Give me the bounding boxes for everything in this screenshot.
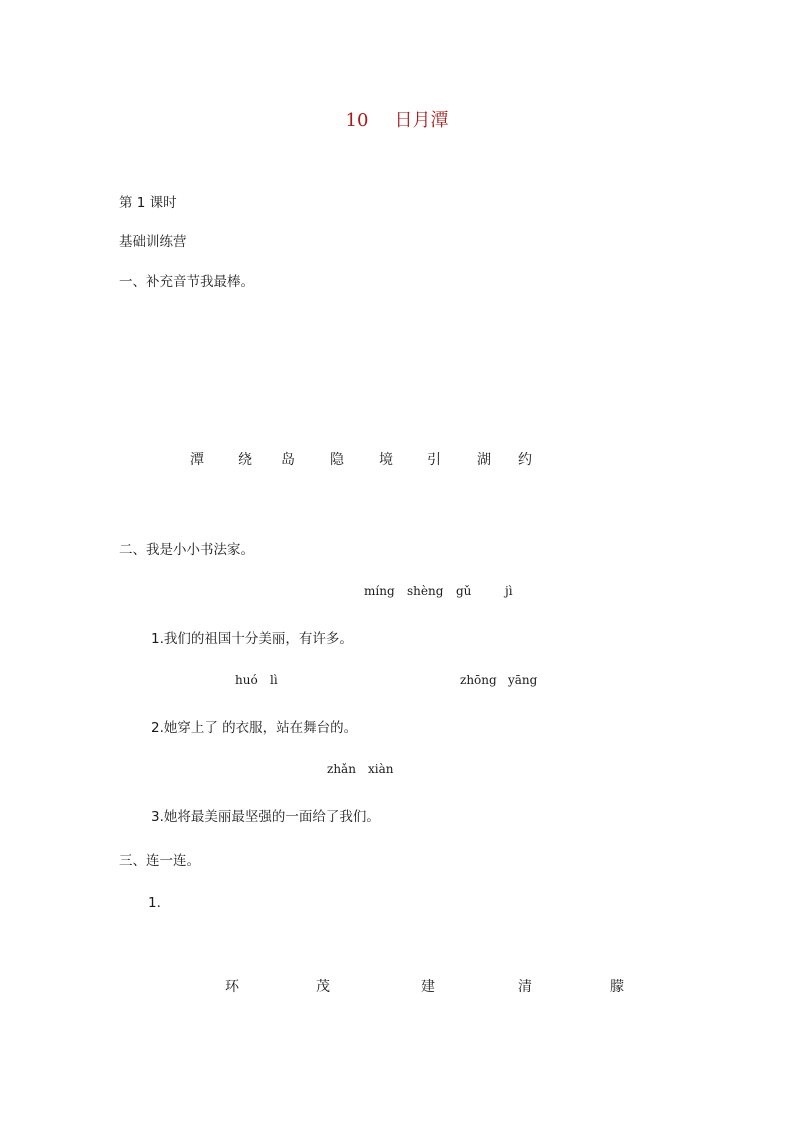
lesson-title: 日月潭 <box>394 110 449 131</box>
pinyin: zhōng <box>460 673 497 687</box>
q1-char: 绕 <box>238 452 252 468</box>
pinyin: gǔ <box>456 584 472 598</box>
document-title <box>0 106 794 132</box>
q3-char: 清 <box>518 979 532 995</box>
question-2-heading: 二、我是小小书法家。 <box>119 542 254 558</box>
lesson-period: 第 1 课时 <box>119 195 177 211</box>
pinyin: jì <box>505 584 513 598</box>
question-1-heading: 一、补充音节我最棒。 <box>119 274 254 290</box>
pinyin: xiàn <box>368 762 394 776</box>
pinyin: shèng <box>407 584 444 598</box>
pinyin: zhǎn <box>327 762 356 776</box>
q1-char: 岛 <box>281 452 295 468</box>
sentence-1: 1.我们的祖国十分美丽，有许多。 <box>151 631 353 647</box>
q1-char: 潭 <box>190 452 204 468</box>
pinyin: yāng <box>508 673 538 687</box>
q1-char: 引 <box>427 452 441 468</box>
q3-item-number: 1. <box>148 895 161 911</box>
q3-char: 茂 <box>316 979 330 995</box>
q1-char: 湖 <box>477 452 491 468</box>
q1-char: 境 <box>379 452 393 468</box>
pinyin: lì <box>270 673 278 687</box>
pinyin: huó <box>235 673 258 687</box>
q3-char: 朦 <box>610 979 624 995</box>
lesson-number: 10 <box>345 110 369 131</box>
q1-char: 隐 <box>330 452 344 468</box>
q3-char: 建 <box>421 979 435 995</box>
question-3-heading: 三、连一连。 <box>119 853 200 869</box>
section-heading-basic: 基础训练营 <box>119 234 187 250</box>
q1-char: 约 <box>518 452 532 468</box>
sentence-2: 2.她穿上了 的衣服，站在舞台的。 <box>151 720 358 736</box>
pinyin: míng <box>364 584 395 598</box>
sentence-3: 3.她将最美丽最坚强的一面给了我们。 <box>151 809 380 825</box>
q3-char: 环 <box>225 979 239 995</box>
